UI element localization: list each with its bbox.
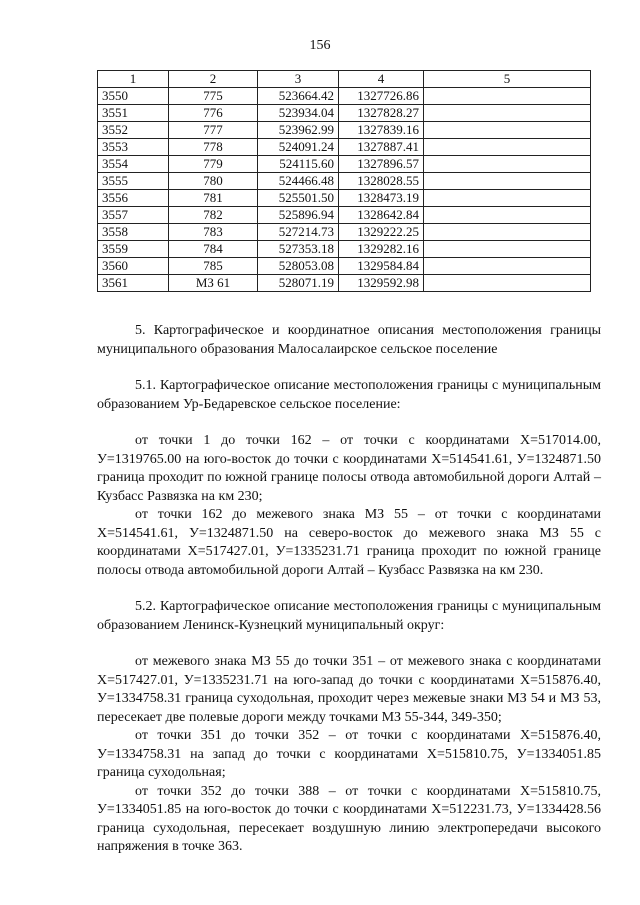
table-cell bbox=[424, 207, 591, 224]
column-header: 4 bbox=[339, 71, 424, 88]
table-row bbox=[98, 156, 591, 173]
column-header: 3 bbox=[258, 71, 339, 88]
coordinates-table bbox=[97, 70, 591, 292]
table-cell: 527214.73 bbox=[258, 224, 339, 241]
table-cell bbox=[424, 190, 591, 207]
table-cell: 1327839.16 bbox=[339, 122, 424, 139]
table-cell: 779 bbox=[169, 156, 258, 173]
table-cell: 527353.18 bbox=[258, 241, 339, 258]
document-body bbox=[97, 322, 601, 857]
table-cell: 524091.24 bbox=[258, 139, 339, 156]
table-cell: 1329584.84 bbox=[339, 258, 424, 275]
table-cell: 777 bbox=[169, 122, 258, 139]
table-cell: 780 bbox=[169, 173, 258, 190]
page-number: 156 bbox=[309, 38, 331, 53]
table-row bbox=[98, 88, 591, 105]
table-cell: 781 bbox=[169, 190, 258, 207]
table-cell: 784 bbox=[169, 241, 258, 258]
table-cell: 1327726.86 bbox=[339, 88, 424, 105]
section-5-1-heading: 5.1. Картографическое описание местоположения границы с муниципальным образованием Ур-Бедаревское сельское поселение: bbox=[97, 378, 601, 412]
table-cell: 1327896.57 bbox=[339, 156, 424, 173]
table-cell: 3561 bbox=[98, 275, 169, 292]
column-header: 5 bbox=[424, 71, 591, 88]
table-cell bbox=[424, 156, 591, 173]
table-cell: 528053.08 bbox=[258, 258, 339, 275]
table-row bbox=[98, 173, 591, 190]
table-cell: 775 bbox=[169, 88, 258, 105]
table-row bbox=[98, 207, 591, 224]
table-row bbox=[98, 190, 591, 207]
table-row bbox=[98, 105, 591, 122]
table-cell: 525501.50 bbox=[258, 190, 339, 207]
table-cell bbox=[424, 122, 591, 139]
table-row bbox=[98, 224, 591, 241]
section-5-heading: 5. Картографическое и координатное описания местоположения границы муниципального образования Малосалаирское сельское поселение bbox=[97, 323, 601, 357]
table-cell: 1328028.55 bbox=[339, 173, 424, 190]
table-cell: 785 bbox=[169, 258, 258, 275]
table-cell: 1327828.27 bbox=[339, 105, 424, 122]
section-5-2-paragraph: от точки 352 до точки 388 – от точки с координатами Х=515810.75, У=1334051.85 на юго-восток до точки с координатами Х=512231.73, У=1334428.56 граница суходольная, пересекает воздушную линию электропередачи высокого напряжения в точке 363. bbox=[97, 783, 601, 854]
table-row bbox=[98, 275, 591, 292]
table-cell: 3556 bbox=[98, 190, 169, 207]
table-cell: 3557 bbox=[98, 207, 169, 224]
section-5-2-heading: 5.2. Картографическое описание местоположения границы с муниципальным образованием Ленинск-Кузнецкий муниципальный округ: bbox=[97, 599, 601, 633]
table-cell: 3550 bbox=[98, 88, 169, 105]
table-cell: 525896.94 bbox=[258, 207, 339, 224]
table-cell: 3552 bbox=[98, 122, 169, 139]
table-cell: 3553 bbox=[98, 139, 169, 156]
table-cell: 1327887.41 bbox=[339, 139, 424, 156]
table-cell: 524466.48 bbox=[258, 173, 339, 190]
table-cell: 523962.99 bbox=[258, 122, 339, 139]
table-cell: 3559 bbox=[98, 241, 169, 258]
table-cell bbox=[424, 105, 591, 122]
table-cell: 3555 bbox=[98, 173, 169, 190]
table-cell: 524115.60 bbox=[258, 156, 339, 173]
table-row bbox=[98, 122, 591, 139]
table-cell: 782 bbox=[169, 207, 258, 224]
section-5-1-paragraph: от точки 162 до межевого знака МЗ 55 – от точки с координатами Х=514541.61, У=1324871.50 на северо-восток до межевого знака МЗ 55 с координатами Х=517427.01, У=1335231.71 граница проходит по южной границе полосы отвода автомобильной дороги Алтай – Кузбасс Развязка на км 230. bbox=[97, 507, 601, 578]
table-cell bbox=[424, 139, 591, 156]
table-cell: 1328642.84 bbox=[339, 207, 424, 224]
table-cell: 523934.04 bbox=[258, 105, 339, 122]
table-cell bbox=[424, 275, 591, 292]
section-5-2-paragraph: от точки 351 до точки 352 – от точки с координатами Х=515876.40, У=1334758.31 на запад до точки с координатами Х=515810.75, У=1334051.85 граница суходольная; bbox=[97, 728, 601, 780]
table-cell: 1329592.98 bbox=[339, 275, 424, 292]
table-row bbox=[98, 258, 591, 275]
table-row bbox=[98, 241, 591, 258]
table-cell: 776 bbox=[169, 105, 258, 122]
table-cell: 528071.19 bbox=[258, 275, 339, 292]
table-row bbox=[98, 139, 591, 156]
section-5-1-paragraph: от точки 1 до точки 162 – от точки с координатами Х=517014.00, У=1319765.00 на юго-восток до точки с координатами Х=514541.61, У=1324871.50 граница проходит по южной границе полосы отвода автомобильной дороги Алтай – Кузбасс Развязка на км 230; bbox=[97, 433, 601, 504]
table-cell: 1329222.25 bbox=[339, 224, 424, 241]
table-cell: 3554 bbox=[98, 156, 169, 173]
table-cell: 778 bbox=[169, 139, 258, 156]
table-cell bbox=[424, 241, 591, 258]
column-header: 1 bbox=[98, 71, 169, 88]
table-cell: 3551 bbox=[98, 105, 169, 122]
table-cell: 3558 bbox=[98, 224, 169, 241]
table-cell: МЗ 61 bbox=[169, 275, 258, 292]
table-cell bbox=[424, 88, 591, 105]
table-header-row bbox=[98, 71, 591, 88]
table-cell bbox=[424, 224, 591, 241]
table-cell: 3560 bbox=[98, 258, 169, 275]
table-cell bbox=[424, 173, 591, 190]
table-cell: 1329282.16 bbox=[339, 241, 424, 258]
column-header: 2 bbox=[169, 71, 258, 88]
table-cell: 523664.42 bbox=[258, 88, 339, 105]
section-5-2-paragraph: от межевого знака МЗ 55 до точки 351 – от межевого знака с координатами Х=517427.01, У=1335231.71 на юго-запад до точки с координатами Х=515876.40, У=1334758.31 граница суходольная, проходит через межевые знаки МЗ 54 и МЗ 53, пересекает две полевые дороги между точками МЗ 55-344, 349-350; bbox=[97, 654, 601, 725]
table-cell: 1328473.19 bbox=[339, 190, 424, 207]
table-cell: 783 bbox=[169, 224, 258, 241]
table-cell bbox=[424, 258, 591, 275]
